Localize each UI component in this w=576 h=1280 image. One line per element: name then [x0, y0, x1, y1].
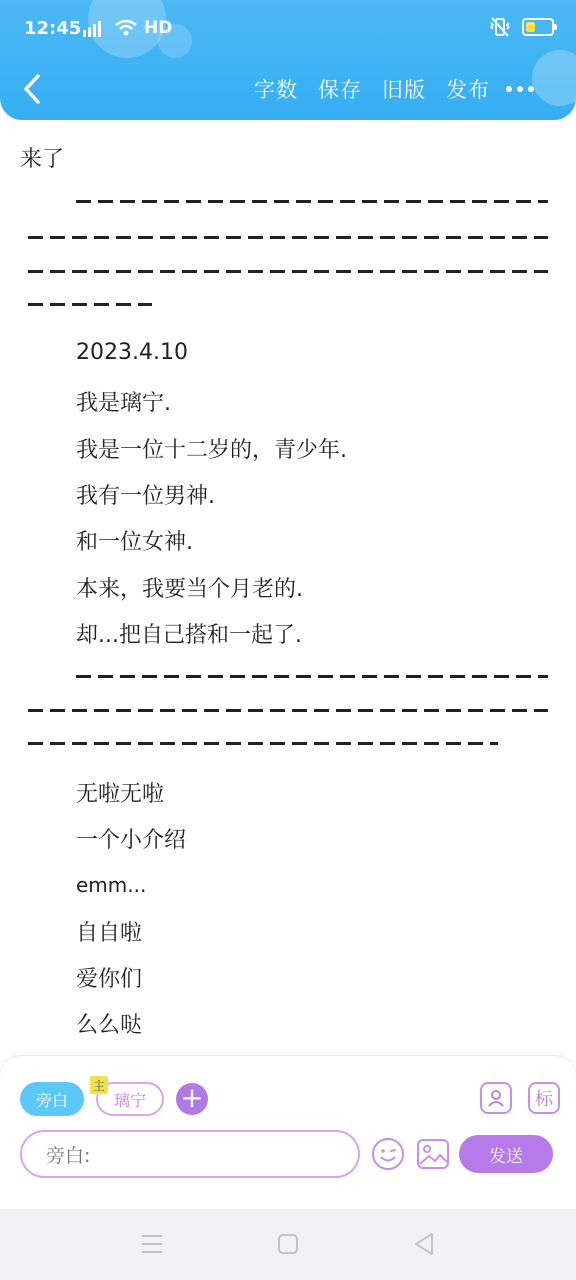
- composer-panel: [0, 1055, 576, 1210]
- save-button[interactable]: 保存: [318, 78, 362, 102]
- text-line: 我是一位十二岁的，青少年.: [76, 438, 347, 463]
- date-line: 2023.4.10: [76, 340, 188, 365]
- message-input[interactable]: 旁白:: [20, 1130, 360, 1178]
- person-icon[interactable]: [480, 1082, 512, 1114]
- signal-icon: [82, 18, 108, 38]
- add-character-button[interactable]: +: [176, 1083, 208, 1115]
- decor-bubble: [532, 50, 576, 106]
- network-label: HD: [144, 18, 173, 38]
- menu-icon[interactable]: [138, 1231, 166, 1257]
- main-role-badge: 主: [90, 1076, 108, 1094]
- story-content: [0, 120, 576, 1055]
- publish-button[interactable]: 发布: [446, 78, 490, 102]
- dash-divider: [28, 742, 498, 746]
- text-line: emm...: [76, 873, 147, 897]
- narrator-chip[interactable]: 旁白: [20, 1082, 84, 1116]
- system-nav-bar: [0, 1209, 576, 1280]
- dash-divider: [76, 675, 548, 679]
- vibrate-icon: [488, 16, 512, 38]
- text-line: 自自啦: [76, 921, 143, 946]
- wifi-icon: [114, 18, 138, 38]
- text-line: 一个小介绍: [76, 828, 187, 853]
- text-line: 我是璃宁.: [76, 391, 171, 416]
- text-line: 却...把自己搭和一起了.: [76, 623, 302, 648]
- text-line: 爱你们: [76, 967, 143, 992]
- send-button[interactable]: 发送: [459, 1135, 553, 1173]
- app-header: [0, 0, 576, 120]
- status-icons: [82, 18, 172, 38]
- more-dots-icon[interactable]: [506, 86, 534, 92]
- text-line: 和一位女神.: [76, 530, 193, 555]
- home-icon[interactable]: [274, 1231, 302, 1257]
- back-triangle-icon[interactable]: [410, 1231, 438, 1257]
- status-right: [488, 16, 554, 38]
- text-line: 无啦无啦: [76, 782, 165, 807]
- character-chip[interactable]: 璃宁: [96, 1082, 164, 1116]
- battery-icon: [522, 18, 554, 36]
- dash-divider: [28, 303, 152, 307]
- image-icon[interactable]: [416, 1137, 450, 1171]
- dash-divider: [76, 200, 548, 204]
- text-line: 么么哒: [76, 1013, 143, 1038]
- status-time: 12:45: [24, 18, 82, 39]
- dash-divider: [28, 270, 548, 274]
- dash-divider: [28, 709, 548, 713]
- header-menu: [254, 74, 490, 104]
- tag-button[interactable]: 标: [528, 1082, 560, 1114]
- word-count-button[interactable]: 字数: [254, 78, 298, 102]
- text-line: 来了: [20, 147, 65, 172]
- back-arrow-icon[interactable]: [18, 70, 46, 108]
- emoji-icon[interactable]: [371, 1137, 405, 1171]
- old-version-button[interactable]: 旧版: [382, 78, 426, 102]
- text-line: 本来，我要当个月老的.: [76, 577, 303, 602]
- dash-divider: [28, 236, 548, 240]
- text-line: 我有一位男神.: [76, 484, 215, 509]
